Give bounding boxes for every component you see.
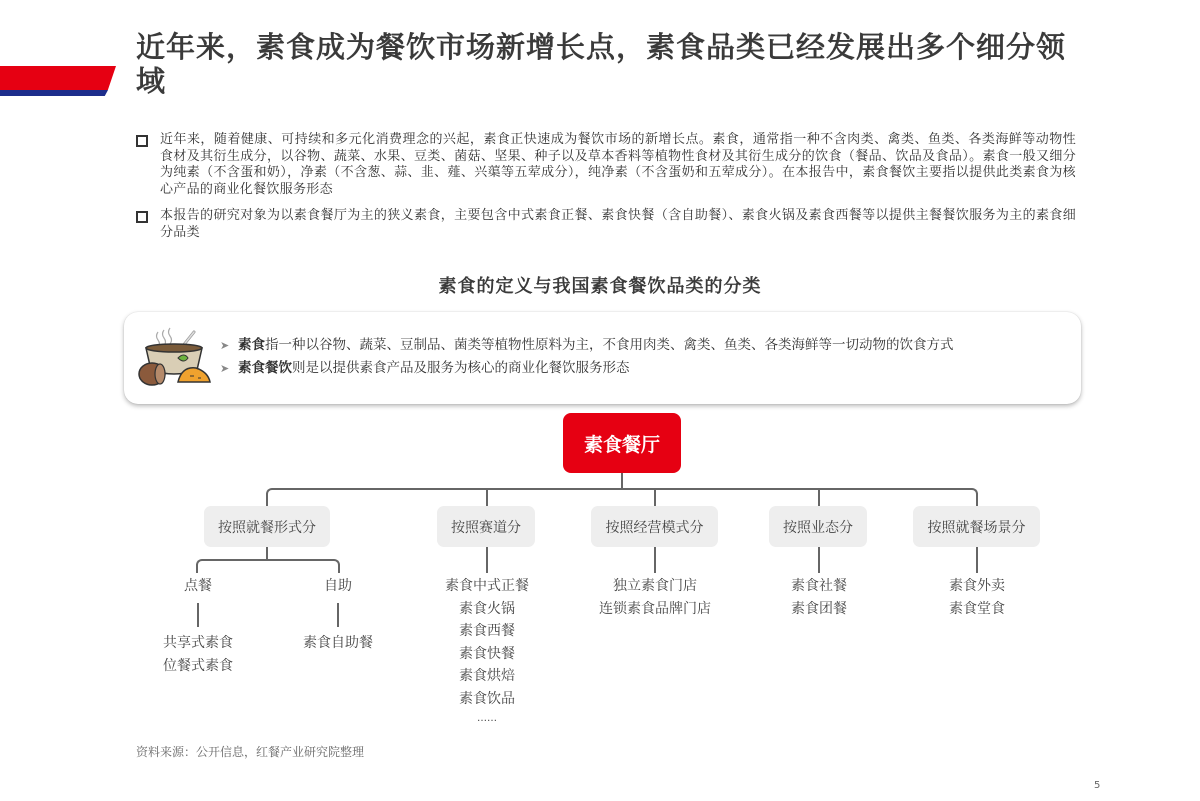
leaf-item: 素食快餐 [459, 645, 515, 662]
page-title: 近年来，素食成为餐饮市场新增长点，素食品类已经发展出多个细分领域 [136, 30, 1067, 98]
leaf-item: 素食团餐 [791, 600, 847, 617]
leaf-list [769, 575, 869, 620]
leaf-list [585, 575, 725, 620]
leaf-item: …… [477, 713, 497, 724]
leaf-item: 连锁素食品牌门店 [599, 600, 711, 617]
bullet-text: 本报告的研究对象为以素食餐厅为主的狭义素食，主要包含中式素食正餐、素食快餐（含自助餐）、素食火锅及素食西餐等以提供主餐餐饮服务为主的素食细分品类 [160, 208, 1076, 240]
connector-line [486, 488, 488, 506]
category-track: 按照赛道分 [437, 506, 535, 547]
leaf-item: 素食火锅 [459, 600, 515, 617]
leaf-item: 素食外卖 [949, 578, 1005, 594]
category-operation-mode: 按照经营模式分 [591, 506, 718, 547]
leaf-item: 素食社餐 [791, 578, 847, 594]
source-note: 资料来源：公开信息，红餐产业研究院整理 [136, 745, 365, 759]
connector-line [654, 547, 656, 573]
leaf-item: 独立素食门店 [613, 578, 697, 594]
definition-term: 素食餐饮 [238, 360, 292, 376]
connector-line [266, 488, 626, 506]
leaf-item: 素食堂食 [949, 600, 1005, 617]
definition-text: 则是以提供素食产品及服务为核心的商业化餐饮服务形态 [292, 360, 630, 376]
definition-term: 素食 [238, 337, 265, 353]
leaf-item: 素食烘焙 [459, 668, 515, 684]
connector-line [196, 559, 268, 573]
subcategory-a-la-carte: 点餐 [184, 578, 212, 594]
subcategory-buffet: 自助 [324, 578, 352, 594]
definition-text: 指一种以谷物、蔬菜、豆制品、菌类等植物性原料为主，不食用肉类、禽类、鱼类、各类海鲜等一切动物的饮食方式 [265, 337, 954, 353]
connector-line [622, 488, 978, 506]
connector-line [337, 603, 339, 627]
connector-line [621, 473, 623, 489]
leaf-item: 素食自助餐 [303, 635, 373, 651]
connector-line [818, 547, 820, 573]
leaf-list [927, 575, 1027, 620]
arrow-bullet-icon: ➤ [220, 362, 230, 375]
connector-line [197, 603, 199, 627]
connector-line [486, 547, 488, 573]
connector-line [976, 547, 978, 573]
leaf-item: 素食西餐 [459, 623, 515, 639]
leaf-item: 素食饮品 [459, 690, 515, 707]
leaf-item: 位餐式素食 [163, 657, 233, 674]
leaf-list [290, 632, 386, 655]
bullet-text: 近年来，随着健康、可持续和多元化消费理念的兴起，素食正快速成为餐饮市场的新增长点。素食，通常指一种不含肉类、禽类、鱼类、各类海鲜等动物性食材及其衍生成分，以谷物、蔬菜、水果、豆类、菌菇、坚果、种子以及草本香料等植物性食材及其衍生成分的饮食（餐品、饮品及食品）。素食一般又细分为纯素（不含蛋和奶），净素（不含葱、蒜、韭、薤、兴蕖等五荤成分），纯净素（不含蛋奶和五荤成分）。在本报告中，素食餐饮主要指以提供此类素食为核心产品的商业化餐饮服务形态 [160, 132, 1076, 197]
root-node: 素食餐厅 [563, 413, 681, 473]
leaf-item: 共享式素食 [163, 635, 233, 651]
arrow-bullet-icon: ➤ [220, 339, 230, 352]
connector-line [266, 559, 340, 573]
category-dining-scene: 按照就餐场景分 [913, 506, 1040, 547]
category-format: 按照业态分 [769, 506, 867, 547]
leaf-list [150, 632, 246, 677]
connector-line [818, 488, 820, 506]
page-number: 5 [1094, 780, 1101, 791]
section-title: 素食的定义与我国素食餐饮品类的分类 [438, 276, 762, 297]
leaf-list [427, 575, 547, 728]
leaf-item: 素食中式正餐 [445, 578, 529, 594]
category-dining-form: 按照就餐形式分 [204, 506, 330, 547]
connector-line [654, 488, 656, 506]
